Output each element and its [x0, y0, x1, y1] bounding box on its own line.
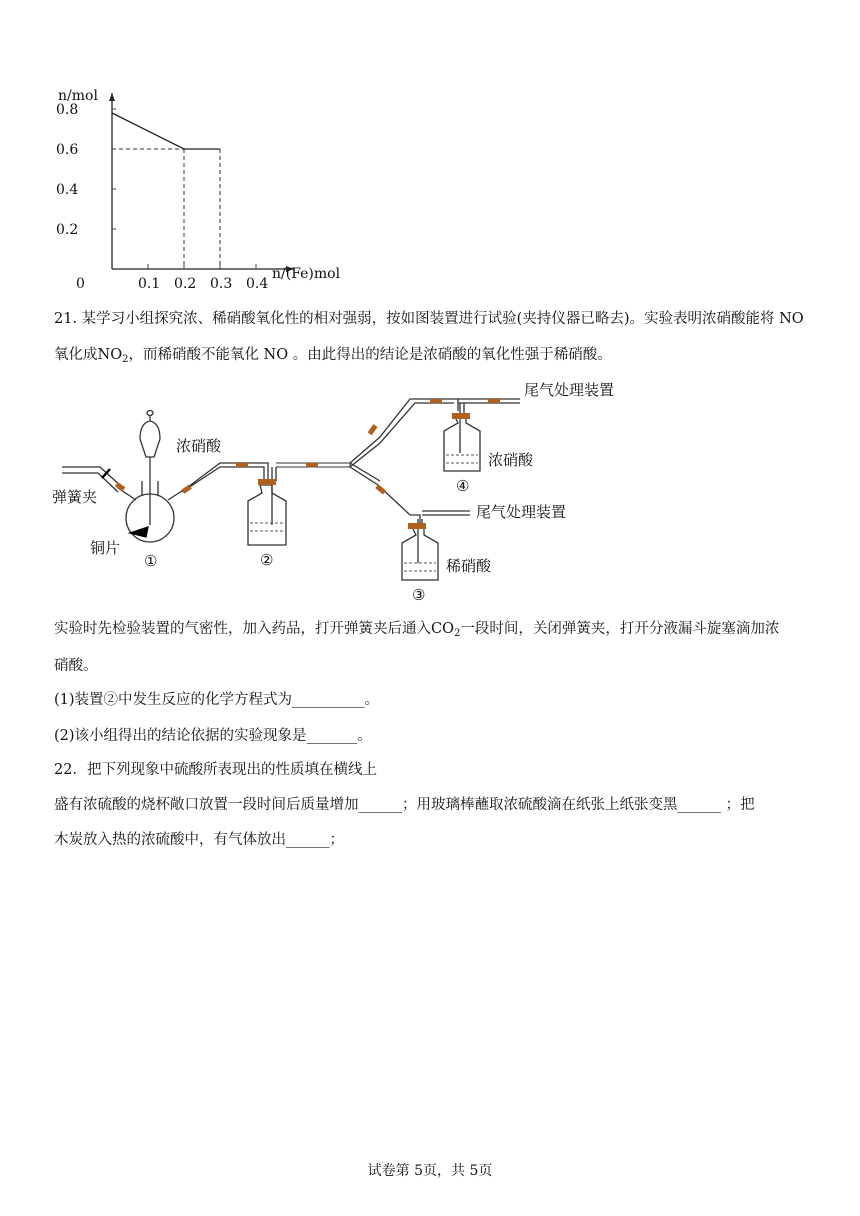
page-footer: 试卷第 5页，共 5页: [367, 1163, 493, 1179]
chart-ticks: [56, 102, 268, 290]
x-tick-label: 0.2: [174, 276, 197, 290]
x-tick-label: 0.4: [246, 276, 269, 290]
chart-guides: [112, 149, 220, 269]
x-tick-label: 0.3: [210, 276, 233, 290]
q22-line2: 木炭放入热的浓硫酸中，有气体放出______；: [54, 832, 344, 848]
y-tick-label: 0.8: [56, 102, 79, 118]
y-tick-label: 0.6: [56, 142, 79, 158]
bottle-3: [402, 527, 438, 580]
label-num-2: ②: [260, 551, 274, 569]
y-axis-label: n/mol: [58, 88, 98, 104]
bottle4-acid-label: 浓硝酸: [488, 451, 534, 469]
tail-gas-top-label: 尾气处理装置: [524, 381, 615, 399]
no2-formula: $NO_2$: [97, 347, 129, 365]
x-axis-label: n/(Fe)mol: [272, 266, 341, 282]
q21-sub2: (2)该小组得出的结论依据的实验现象是_______。: [54, 728, 372, 744]
copper-label: 铜片: [90, 539, 121, 557]
q21-sub1: (1)装置②中发生反应的化学方程式为__________。: [54, 692, 380, 708]
dilute-acid-label: 稀硝酸: [446, 557, 492, 575]
n-vs-fe-chart: [40, 55, 380, 290]
series-line: [112, 113, 220, 149]
y-tick-label: 0.2: [56, 222, 79, 238]
label-num-1: ①: [144, 552, 158, 570]
q22-title: 22．把下列现象中硫酸所表现出的性质填在横线上: [54, 762, 377, 778]
x-tick-label: 0.1: [138, 276, 161, 290]
y-axis-arrow: [109, 93, 115, 101]
apparatus-diagram: [50, 375, 650, 605]
funnel-acid-label: 浓硝酸: [176, 437, 222, 455]
bottle-2: [248, 485, 286, 545]
q22-line1: 盛有浓硫酸的烧杯敞口放置一段时间后质量增加______；用玻璃棒蘸取浓硫酸滴在纸张上纸张变黑______ ；把: [54, 797, 755, 813]
q21-line1: 21. 某学习小组探究浓、稀硝酸氧化性的相对强弱，按如图装置进行试验(夹持仪器已略去)。实验表明浓硝酸能将 NO: [54, 311, 804, 327]
tail-gas-mid-label: 尾气处理装置: [476, 503, 567, 521]
clip-label: 弹簧夹: [52, 488, 98, 506]
q21-line2: [54, 345, 612, 370]
q21-step-line1: 实验时先检验装置的气密性，加入药品，打开弹簧夹后通入$CO_2$一段时间，关闭弹簧夹，打开分液漏斗旋塞滴加浓: [54, 621, 780, 639]
q21-step-line2: 硝酸。: [54, 658, 98, 674]
label-num-4: ④: [456, 477, 470, 495]
chart-axes: [109, 93, 294, 272]
x-tick-label: 0: [76, 276, 85, 290]
separatory-funnel: [140, 413, 160, 457]
q21-line2-b: ，而稀硝酸不能氧化 NO 。由此得出的结论是浓硝酸的氧化性强于稀硝酸。: [128, 347, 612, 363]
label-num-3: ③: [412, 586, 426, 604]
y-tick-label: 0.4: [56, 182, 79, 198]
q21-line2-a: 氧化成: [54, 347, 98, 363]
co2-formula: $CO_2$: [431, 621, 461, 639]
chart-series: [112, 113, 220, 149]
